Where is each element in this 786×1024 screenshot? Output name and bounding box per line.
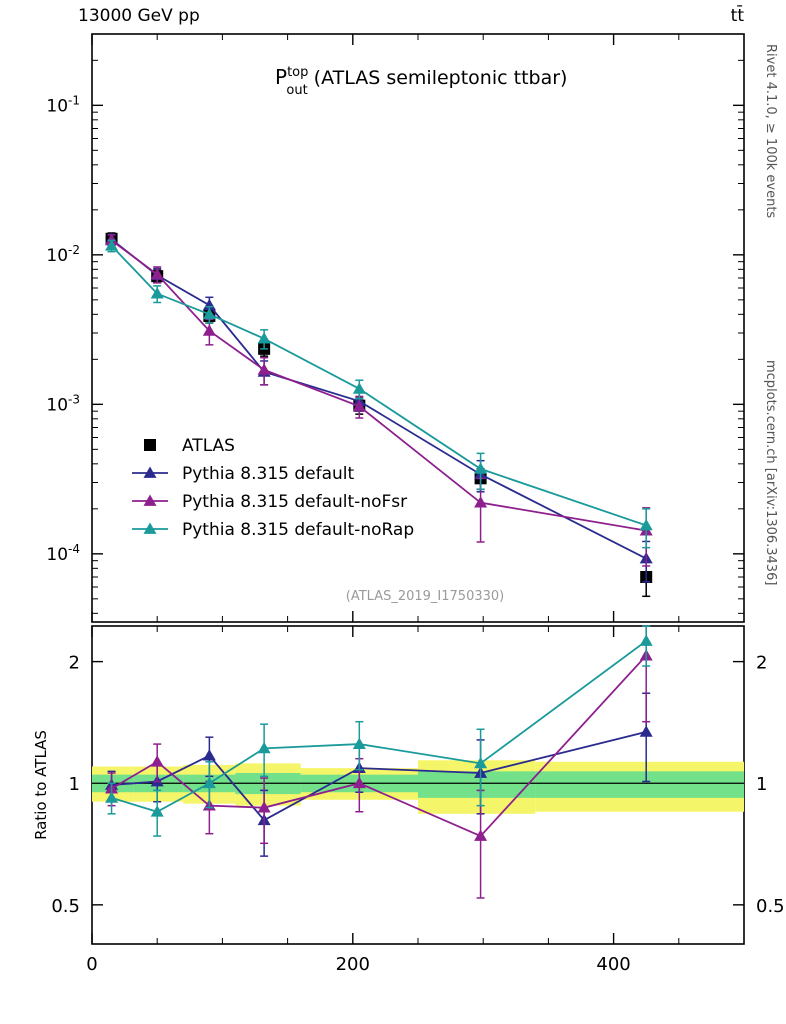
y-tick-label [46, 542, 80, 565]
legend-label: Pythia 8.315 default [182, 464, 355, 484]
title-p: P [275, 65, 288, 89]
watermark-text: (ATLAS_2019_I1750330) [345, 589, 505, 604]
ratio-data-point [203, 749, 216, 760]
plot-title-text [275, 65, 567, 98]
series-2 [105, 234, 653, 566]
x-tick-label: 200 [335, 954, 370, 975]
header-right: tt̄ [730, 6, 744, 26]
legend-label: Pythia 8.315 default-noFsr [182, 492, 408, 512]
side-label-rivet: Rivet 4.1.0, ≥ 100k events [763, 44, 778, 219]
ratio-data-point [353, 738, 366, 749]
ratio-y-tick-label: 1 [756, 774, 768, 796]
y-tick-base: 10 [46, 395, 69, 416]
series-line [112, 240, 647, 530]
title-rest: (ATLAS semileptonic ttbar) [313, 67, 568, 89]
data-point-triangle [353, 382, 366, 393]
ratio-y-tick-label: 1 [68, 774, 80, 796]
ratio-data-point [151, 755, 164, 766]
title-sup: top [287, 65, 309, 80]
ratio-data-point [640, 634, 653, 645]
legend [132, 436, 414, 540]
y-tick-label [46, 93, 80, 116]
y-tick-exp: -4 [68, 541, 80, 556]
legend-marker-square [144, 439, 156, 451]
ratio-y-tick-label: 2 [756, 652, 768, 674]
header-left: 13000 GeV pp [78, 6, 200, 26]
legend-label: Pythia 8.315 default-noRap [182, 520, 415, 540]
band-green [535, 771, 744, 798]
ratio-y-tick-label: 0.5 [756, 895, 785, 917]
x-tick-label: 0 [86, 954, 98, 975]
plot-title [275, 65, 567, 98]
y-tick-exp: -3 [68, 392, 80, 407]
title-sub: out [286, 83, 308, 98]
ratio-axis-label-group [32, 730, 50, 840]
y-tick-base: 10 [46, 544, 69, 565]
ratio-y-tick-label: 2 [68, 652, 80, 674]
x-tick-label: 400 [596, 954, 631, 975]
data-point-triangle [258, 332, 271, 343]
data-point-triangle [474, 462, 487, 473]
series-0 [106, 233, 653, 596]
ratio-y-tick-label: 0.5 [51, 895, 80, 917]
y-tick-label [46, 243, 80, 266]
legend-label: ATLAS [182, 436, 235, 456]
y-tick-base: 10 [46, 245, 69, 266]
y-tick-label [46, 392, 80, 415]
y-tick-base: 10 [46, 96, 69, 117]
ratio-data-point [640, 725, 653, 736]
y-tick-exp: -1 [68, 93, 80, 108]
ratio-axis-label: Ratio to ATLAS [32, 730, 50, 840]
side-label-mcplots: mcplots.cern.ch [arXiv:1306.3436] [763, 360, 778, 586]
y-tick-exp: -2 [68, 242, 80, 257]
watermark-group [346, 589, 504, 604]
data-point-triangle [474, 496, 487, 507]
